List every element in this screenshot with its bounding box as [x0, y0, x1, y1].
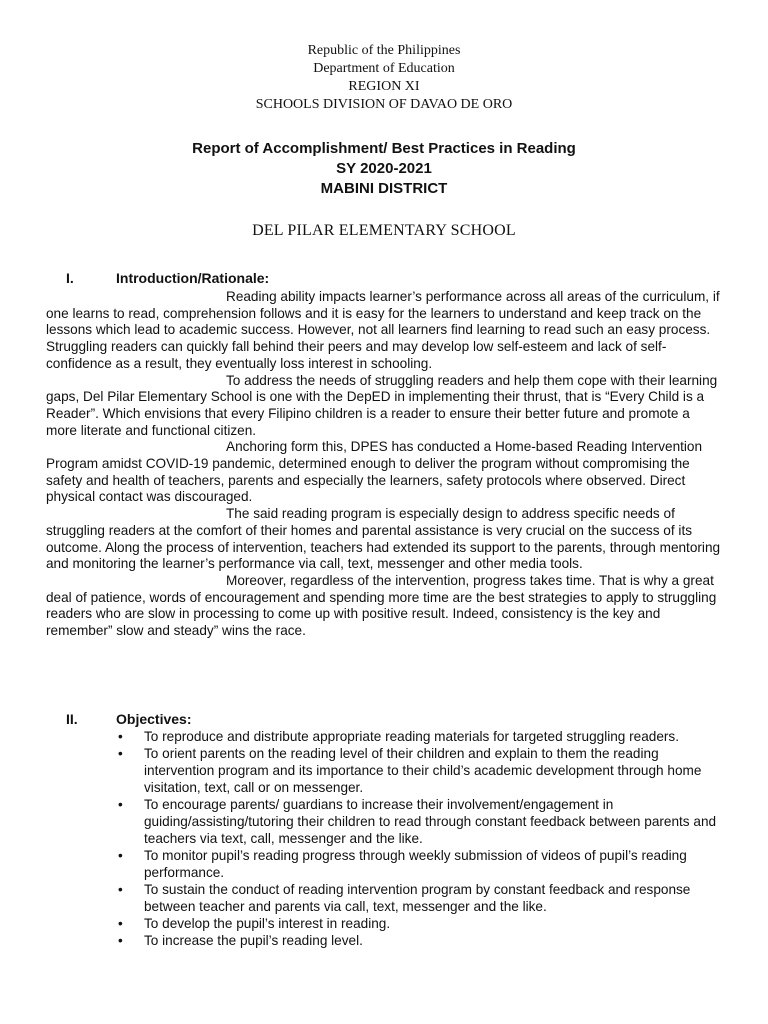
header-region: REGION XI: [348, 79, 420, 94]
section-introduction-heading: [66, 269, 269, 287]
section-number: I.: [66, 270, 74, 286]
objective-item: [118, 932, 718, 949]
report-title: [0, 139, 768, 199]
bullet-icon: •: [118, 746, 123, 761]
objective-item: [118, 796, 718, 847]
objective-item: [118, 847, 718, 881]
intro-paragraph: To address the needs of struggling readers and help them cope with their learning gaps, Del Pilar Elementary School is one with the DepED in implementing their thrust, that is “Every Child is a Reader”. Which envisions that every Filipino children is a reader to ensure their better future and promote a more literate and functional citizen.: [46, 372, 718, 438]
objective-item: [118, 881, 718, 915]
letterhead: [0, 42, 768, 114]
header-republic: Republic of the Philippines: [307, 43, 461, 58]
objective-text: To increase the pupil’s reading level.: [144, 933, 363, 948]
bullet-icon: •: [118, 848, 123, 863]
objective-text: To reproduce and distribute appropriate reading materials for targeted struggling readers.: [144, 729, 679, 744]
objective-item: [118, 745, 718, 796]
objective-text: To encourage parents/ guardians to increase their involvement/engagement in guiding/assisting/tutoring their children to read through constant feedback between parents and teachers via text, call, messenger and the like.: [144, 797, 717, 846]
bullet-icon: •: [118, 916, 123, 931]
section-number: II.: [66, 711, 78, 727]
section-objectives-heading: [66, 710, 191, 728]
bullet-icon: •: [118, 729, 123, 744]
intro-paragraph: Moreover, regardless of the intervention, progress takes time. That is why a great deal of patience, words of encouragement and spending more time are the best strategies to apply to struggling readers who are slow in processing to come up with positive result. Indeed, consistency is the key and remember” slow and steady” wins the race.: [46, 572, 717, 639]
objective-text: To develop the pupil’s interest in reading.: [144, 916, 391, 931]
section-title: Objectives:: [116, 711, 192, 727]
report-title-main: Report of Accomplishment/ Best Practices in Reading: [192, 140, 576, 157]
intro-paragraph: The said reading program is especially design to address specific needs of struggling readers at the comfort of their homes and parental assistance is very crucial on the success of its outcome. Along the process of intervention, teachers had extended its support to the parents, through mentoring and monitoring the learner’s performance via call, text, messenger and other media tools.: [46, 506, 721, 572]
section-title: Introduction/Rationale:: [116, 270, 270, 286]
header-department: Department of Education: [313, 61, 455, 76]
objectives-list: [118, 728, 718, 949]
intro-paragraph: Anchoring form this, DPES has conducted a Home-based Reading Intervention Program amidst COVID-19 pandemic, determined enough to deliver the program without compromising the safety and health of teachers, parents and especially the learners, safety protocols where observed. Direct physical contact was discouraged.: [46, 439, 703, 505]
objective-item: [118, 728, 718, 745]
objective-text: To orient parents on the reading level of their children and explain to them the reading intervention program and its importance to their child’s academic development through home visitation, text, call or on messenger.: [144, 746, 702, 795]
bullet-icon: •: [118, 797, 123, 812]
report-district: MABINI DISTRICT: [320, 180, 448, 197]
introduction-body: [46, 289, 722, 640]
header-division: SCHOOLS DIVISION OF DAVAO DE ORO: [255, 97, 513, 112]
bullet-icon: •: [118, 882, 123, 897]
bullet-icon: •: [118, 933, 123, 948]
objective-text: To monitor pupil’s reading progress through weekly submission of videos of pupil’s reading performance.: [144, 848, 687, 880]
report-school-year: SY 2020-2021: [336, 160, 432, 177]
objective-item: [118, 915, 718, 932]
intro-paragraph: Reading ability impacts learner’s performance across all areas of the curriculum, if one learns to read, comprehension follows and it is easy for the learners to understand and keep track on the lessons which lead to academic success. However, not all learners find learning to read such an easy process. Struggling readers can quickly fall behind their peers and may develop low self-esteem and lack of self-confidence as a result, they eventually loss interest in schooling.: [46, 289, 720, 371]
objective-text: To sustain the conduct of reading intervention program by constant feedback and response between teacher and parents via call, text, messenger and the like.: [144, 882, 691, 914]
school-name: DEL PILAR ELEMENTARY SCHOOL: [252, 222, 516, 239]
